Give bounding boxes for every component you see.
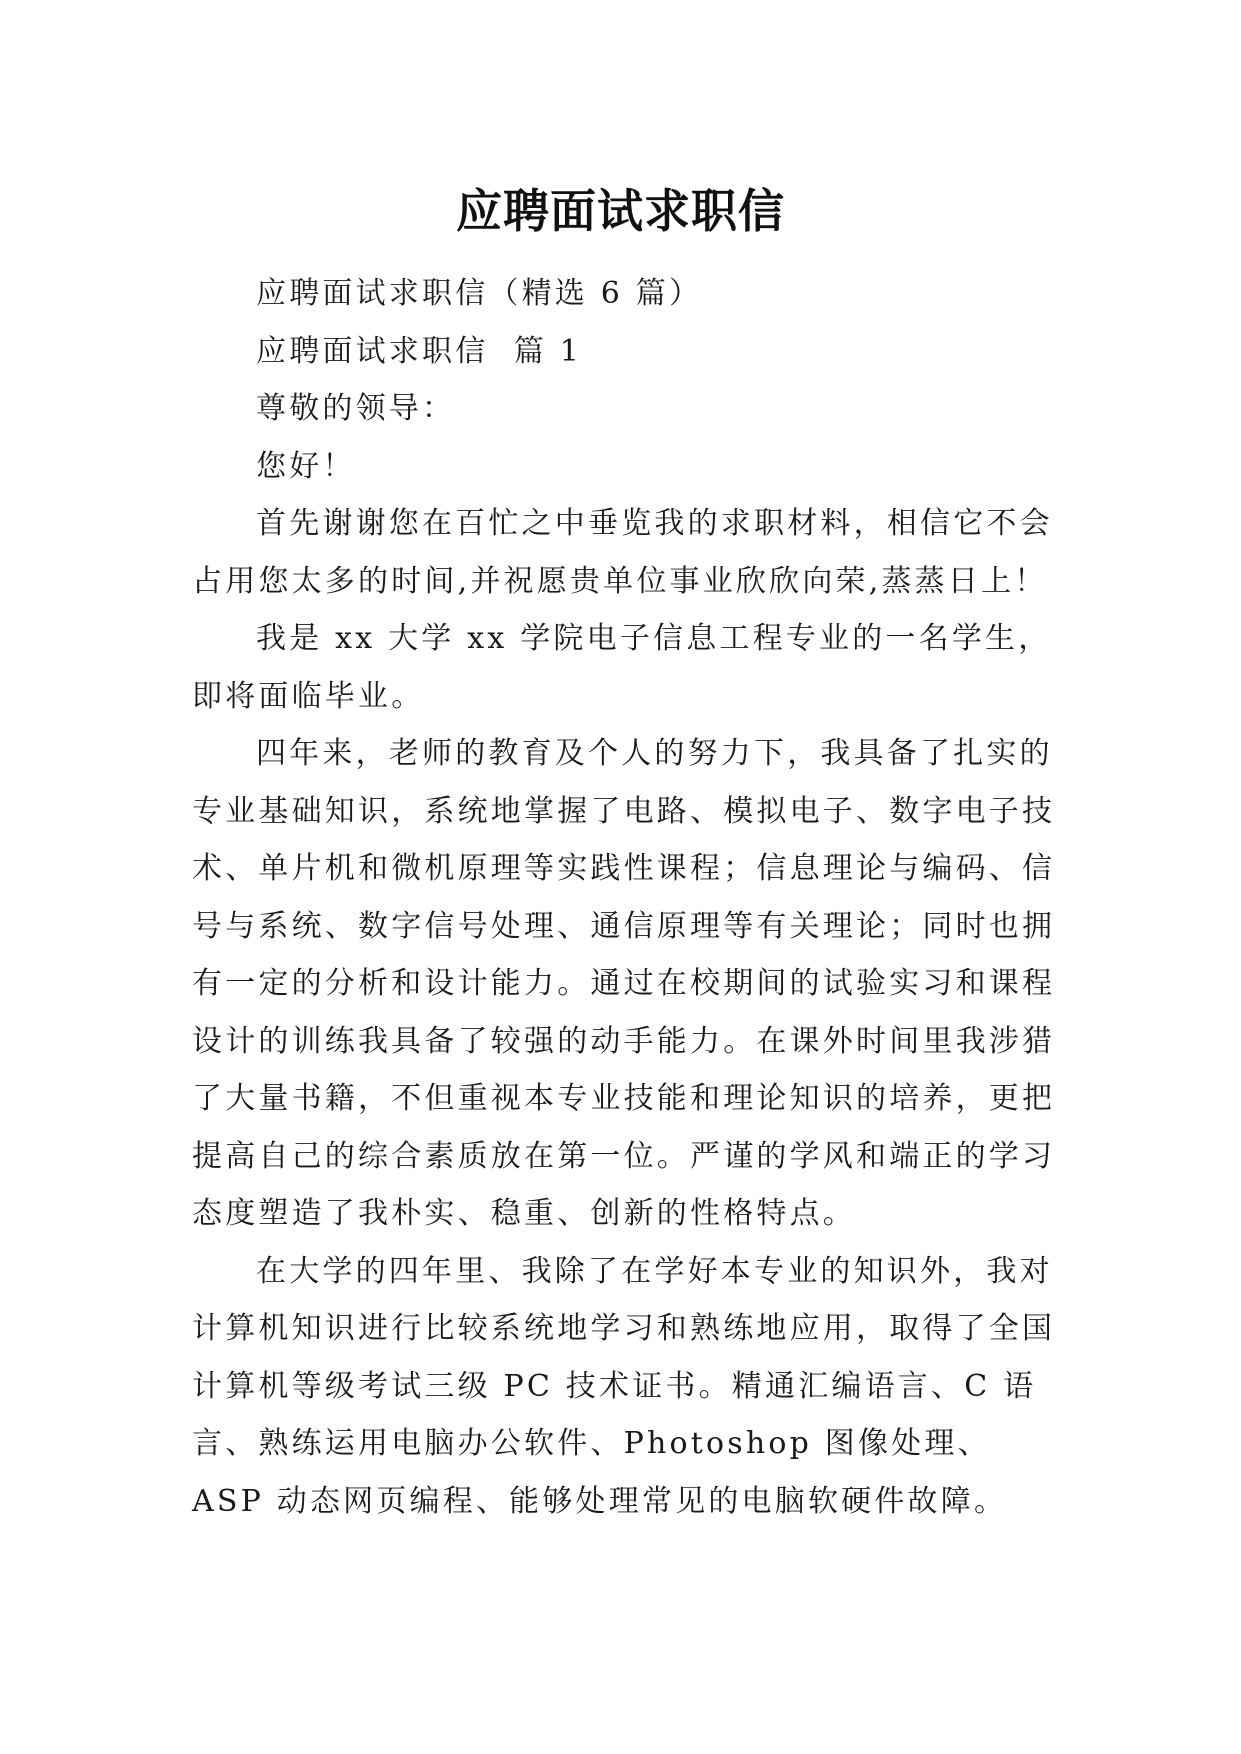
body-paragraph: 我是 xx 大学 xx 学院电子信息工程专业的一名学生，即将面临毕业。 [192, 621, 1052, 714]
greeting: 您好！ [256, 448, 356, 484]
section-heading: 应聘面试求职信 篇 1 [256, 333, 583, 369]
salutation: 尊敬的领导： [256, 391, 456, 426]
body-paragraph: 四年来，老师的教育及个人的努力下，我具备了扎实的专业基础知识，系统地掌握了电路、模拟电子、数字电子技术、单片机和微机原理等实践性课程；信息理论与编码、信号与系统、数字信号处理、通信原理等有关理论；同时也拥有一定的分析和设计能力。通过在校期间的试验实习和课程设计的训练我具备了较强的动手能力。在课外时间里我涉猎了大量书籍，不但重视本专业技能和理论知识的培养，更把提高自己的综合素质放在第一位。严谨的学风和端正的学习态度塑造了我朴实、稳重、创新的性格特点。 [192, 736, 1056, 1231]
body-paragraph: 首先谢谢您在百忙之中垂览我的求职材料，相信它不会占用您太多的时间,并祝愿贵单位事业欣欣向荣,蒸蒸日上！ [192, 506, 1053, 599]
document-title: 应聘面试求职信 [456, 183, 785, 238]
subtitle-paragraph: 应聘面试求职信（精选 6 篇） [256, 276, 703, 311]
body-paragraph: 在大学的四年里、我除了在学好本专业的知识外，我对计算机知识进行比较系统地学习和熟练地应用，取得了全国计算机等级考试三级 PC 技术证书。精通汇编语言、C 语言、熟练运用电脑办公软件、Photoshop 图像处理、ASP 动态网页编程、能够处理常见的电脑软硬件故障。 [192, 1253, 1056, 1519]
document-body [192, 265, 1060, 1530]
